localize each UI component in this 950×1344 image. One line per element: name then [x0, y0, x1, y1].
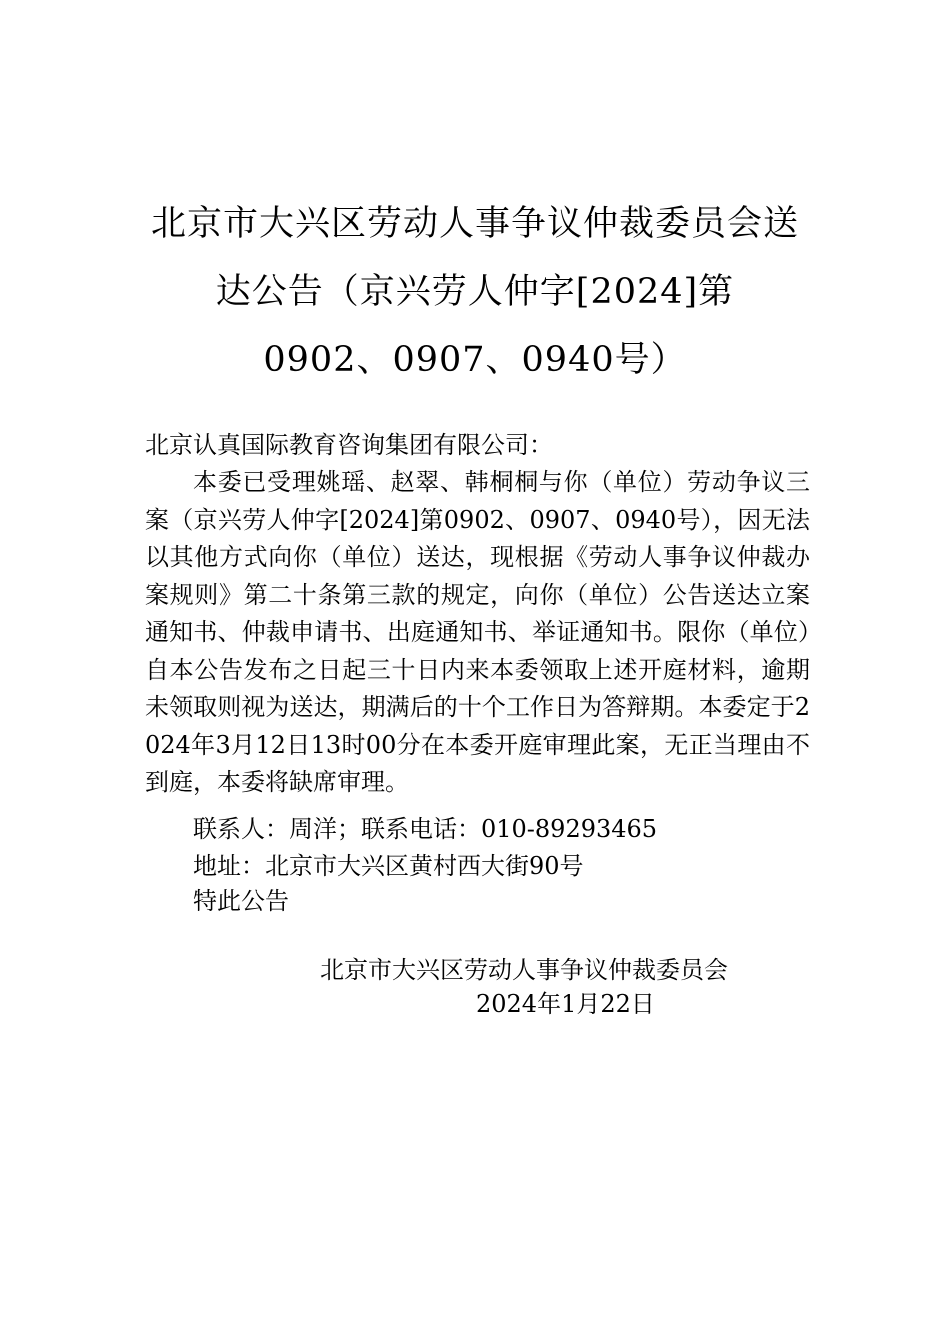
date-line: 2024年1月22日 [476, 990, 655, 1018]
notice-title-line-3: 0902、0907、0940号） [263, 340, 687, 380]
signer-line: 北京市大兴区劳动人事争议仲裁委员会 [320, 956, 728, 984]
address-line: 地址：北京市大兴区黄村西大街90号 [193, 852, 584, 880]
notice-title-line-1: 北京市大兴区劳动人事争议仲裁委员会送 [150, 204, 799, 244]
recipient-line: 北京认真国际教育咨询集团有限公司： [145, 431, 553, 459]
contact-line: 联系人：周洋；联系电话：010-89293465 [193, 815, 658, 843]
closing-line: 特此公告 [193, 887, 289, 915]
notice-title-line-2: 达公告（京兴劳人仲字[2024]第 [215, 272, 735, 312]
notice-body-paragraph: 本委已受理姚瑶、赵翠、韩桐桐与你（单位）劳动争议三案（京兴劳人仲字[2024]第0902、0907、0940号），因无法以其他方式向你（单位）送达，现根据《劳动人事争议仲裁办案规则》第二十条第三款的规定，向你（单位）公告送达立案通知书、仲裁申请书、出庭通知书、举证通知书。限你（单位）自本公告发布之日起三十日内来本委领取上述开庭材料，逾期未领取则视为送达，期满后的十个工作日为答辩期。本委定于2024年3月12日13时00分在本委开庭审理此案，无正当理由不到庭，本委将缺席审理。 [145, 468, 810, 796]
